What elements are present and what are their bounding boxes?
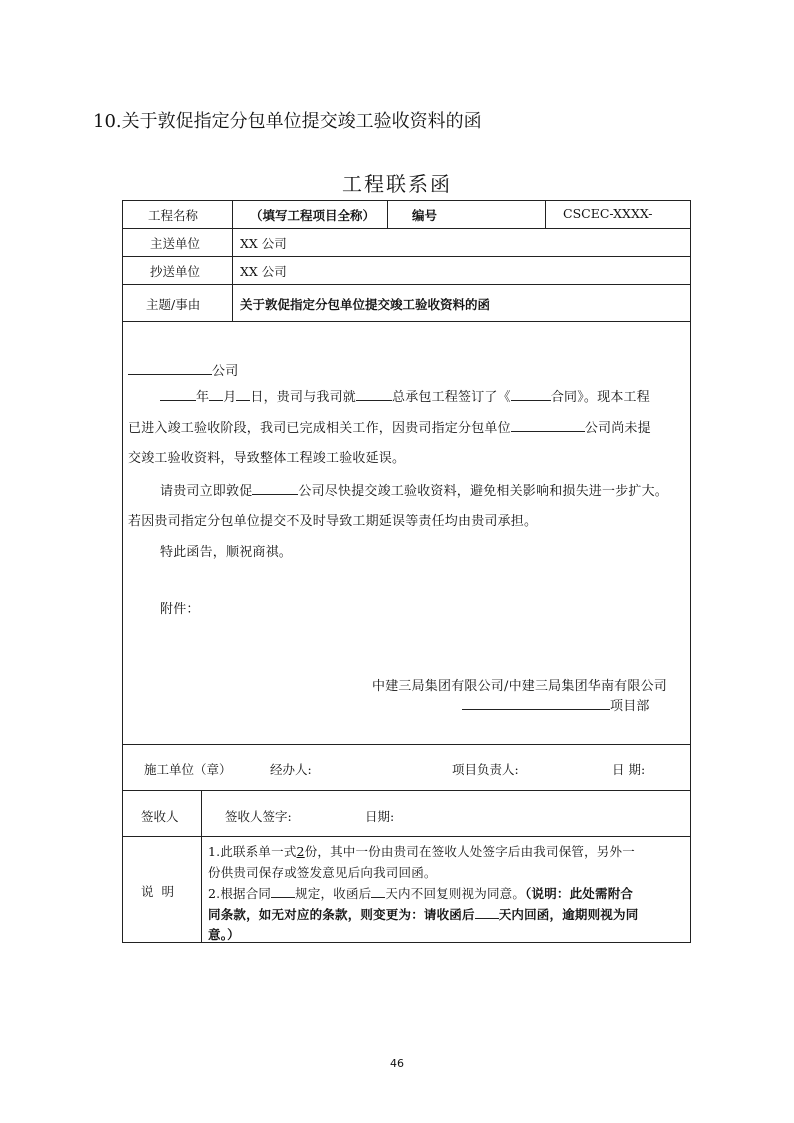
notes-label: 说 明	[141, 884, 174, 899]
attachment-label: 附件：	[160, 602, 200, 617]
send-to-label: 主送单位	[150, 236, 201, 251]
notes-line-1: 1.此联系单一式2份，其中一份由贵司在签收人处签字后由我司保管，另外一	[208, 844, 635, 859]
letter-paragraph-3: 交竣工验收资料，导致整体工程竣工验收延误。	[128, 451, 406, 466]
notes-line-2: 份供贵司保存或签发意见后向我司回函。	[208, 865, 437, 880]
letter-paragraph-4: 请贵司立即敦促 公司尽快提交竣工验收资料，避免相关影响和损失进一步扩大。	[160, 480, 668, 499]
letter-paragraph-1: 年 月 日，贵司与我司就 总承包工程签订了《 合同》。现本工程	[160, 386, 650, 405]
send-to-value: XX 公司	[240, 236, 287, 251]
notes-line-4: 同条款，如无对应的条款，则变更为：请收函后 天内回函，逾期则视为同	[208, 907, 639, 922]
notes-line-5: 意。）	[208, 927, 240, 942]
project-name-label: 工程名称	[148, 208, 199, 223]
page-number: 46	[390, 1057, 404, 1070]
notes-line-3: 2.根据合同 规定，收函后 天内不回复则视为同意。（说明：此处需附合	[208, 886, 634, 901]
receiver-sign-label: 签收人签字:	[225, 809, 292, 824]
date-label: 日 期:	[612, 762, 646, 777]
letter-paragraph-5: 若因贵司指定分包单位提交不及时导致工期延误等责任均由贵司承担。	[128, 514, 538, 529]
project-name-value: （填写工程项目全称）	[250, 208, 376, 223]
letter-closing: 特此函告，顺祝商祺。	[160, 545, 293, 560]
project-manager-label: 项目负责人:	[452, 762, 519, 777]
form-title: 工程联系函	[342, 172, 452, 196]
subject-value: 关于敦促指定分包单位提交竣工验收资料的函	[240, 297, 491, 312]
number-value: CSCEC-XXXX-	[563, 206, 653, 221]
cc-label: 抄送单位	[150, 264, 201, 279]
number-label: 编号	[412, 208, 438, 223]
handler-label: 经办人:	[270, 762, 312, 777]
letter-addressee: 公司	[128, 360, 238, 379]
receiver-date-label: 日期:	[365, 809, 395, 824]
construction-unit-label: 施工单位（章）	[144, 762, 232, 777]
section-heading: 10.关于敦促指定分包单位提交竣工验收资料的函	[93, 111, 482, 132]
signature-company: 中建三局集团有限公司/中建三局集团华南有限公司	[372, 679, 667, 694]
subject-label: 主题/事由	[146, 297, 201, 312]
receiver-label: 签收人	[141, 809, 179, 824]
signature-dept: 项目部	[462, 695, 650, 714]
letter-paragraph-2: 已进入竣工验收阶段，我司已完成相关工作，因贵司指定分包单位 公司尚未提	[128, 417, 651, 436]
cc-value: XX 公司	[240, 264, 287, 279]
